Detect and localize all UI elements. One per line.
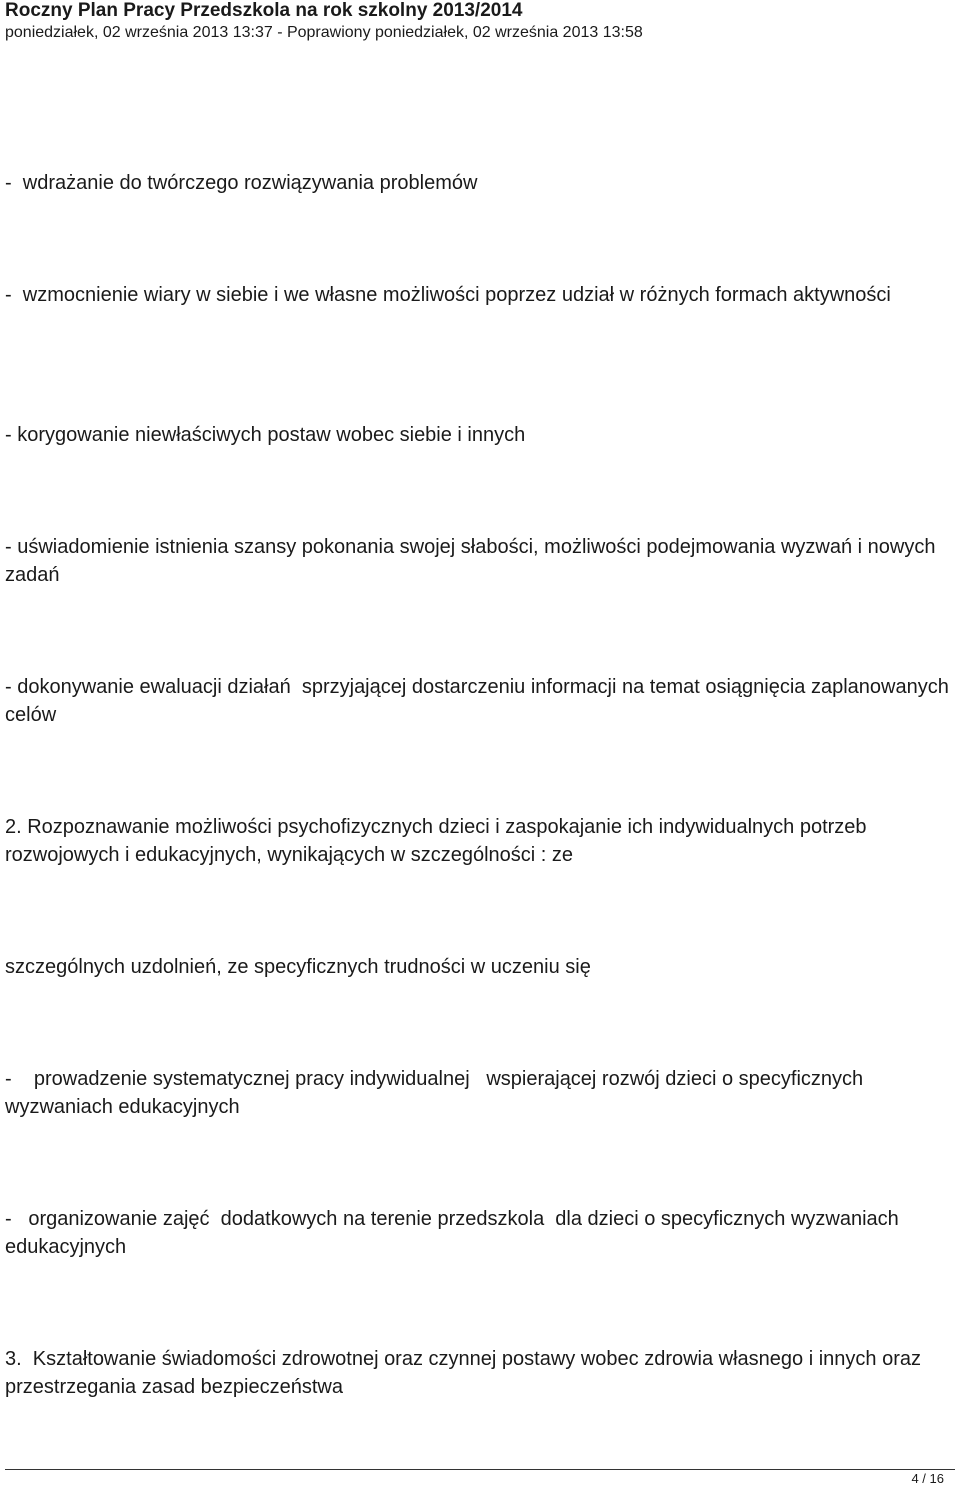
- bullet-correcting-attitudes: - korygowanie niewłaściwych postaw wobec siebie i innych: [5, 424, 526, 446]
- bullet-awareness-of-chance: - uświadomienie istnienia szansy pokonania swojej słabości, możliwości podejmowania wyzwań i nowych zadań: [5, 536, 942, 586]
- page-number: 4 / 16: [911, 1471, 944, 1486]
- bullet-evaluation: - dokonywanie ewaluacji działań sprzyjającej dostarczeniu informacji na temat osiągnięcia zaplanowanych celów: [5, 676, 955, 726]
- section-3-heading: 3. Kształtowanie świadomości zdrowotnej oraz czynnej postawy wobec zdrowia własnego i innych oraz przestrzegania zasad bezpieczeństwa: [5, 1348, 927, 1398]
- bullet-individual-work: - prowadzenie systematycznej pracy indywidualnej wspierającej rozwój dzieci o specyficznych wyzwaniach edukacyjnych: [5, 1068, 869, 1118]
- document-title: Roczny Plan Pracy Przedszkola na rok szkolny 2013/2014: [5, 0, 523, 21]
- section-2-heading: 2. Rozpoznawanie możliwości psychofizycznych dzieci i zaspokajanie ich indywidualnych potrzeb rozwojowych i edukacyjnych, wynikających w szczególności : ze: [5, 816, 873, 866]
- bullet-self-confidence: - wzmocnienie wiary w siebie i we własne możliwości poprzez udział w różnych formach aktywności: [5, 284, 891, 306]
- bullet-additional-classes: - organizowanie zajęć dodatkowych na terenie przedszkola dla dzieci o specyficznych wyzwaniach edukacyjnych: [5, 1208, 905, 1258]
- document-header: [5, 0, 955, 44]
- footer-divider: [5, 1469, 955, 1470]
- document-date-meta: poniedziałek, 02 września 2013 13:37 - Poprawiony poniedziałek, 02 września 2013 13:58: [5, 24, 643, 41]
- section-2-continuation: szczególnych uzdolnień, ze specyficznych trudności w uczeniu się: [5, 956, 591, 978]
- bullet-problem-solving: - wdrażanie do twórczego rozwiązywania problemów: [5, 172, 478, 194]
